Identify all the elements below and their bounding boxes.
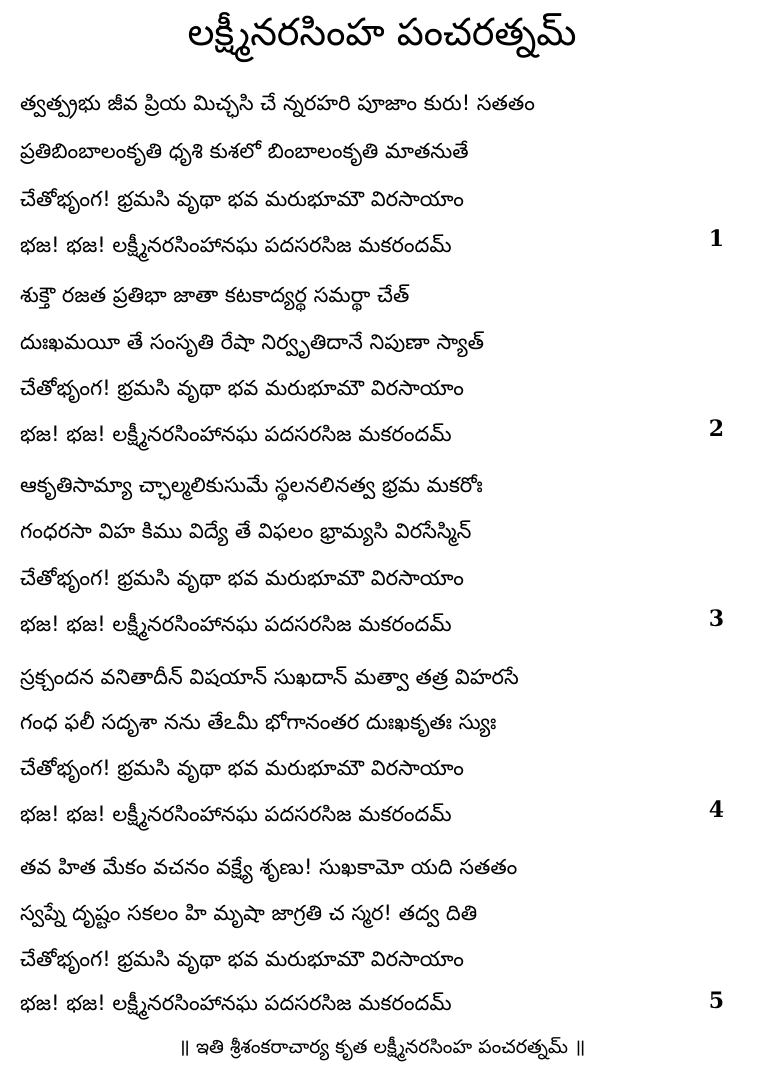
- verse-5-line-4: భజ! భజ! లక్ష్మీనరసింహానఘ పదసరసిజ మకరందమ్: [20, 991, 452, 1015]
- verse-2-line-1: శుక్తౌ రజత ప్రతిభా జాతా కటకాద్యర్థ సమర్థా చేత్: [20, 283, 410, 307]
- page-title: లక్ష్మీనరసింహ పంచరత్నమ్: [187, 10, 577, 54]
- verse-4-line-3: చేతోభృంగ! భ్రమసి వృథా భవ మరుభూమౌ విరసాయాం: [20, 756, 464, 780]
- verse-2-line-4: భజ! భజ! లక్ష్మీనరసింహానఘ పదసరసిజ మకరందమ్: [20, 422, 452, 446]
- verse-3-line-2: గంధరసా విహ కిము విద్యే తే విఫలం భ్రామ్యసి విరసేస్మిన్: [20, 519, 472, 543]
- verse-1-line-4: భజ! భజ! లక్ష్మీనరసింహానఘ పదసరసిజ మకరందమ్: [20, 233, 452, 257]
- verse-2-line-2: దుఃఖమయీ తే సంసృతి రేషా నిర్వృతిదానే నిపుణా స్యాత్: [20, 330, 484, 354]
- verse-3-line-1: ఆకృతిసామ్యా చ్ఛాల్మలికుసుమే స్థలనలినత్వ భ్రమ మకరోః: [20, 473, 483, 497]
- verse-4-line-2: గంధ ఫలీ సదృశా నను తేఽమీ భోగానంతర దుఃఖకృతః స్యుః: [20, 710, 497, 734]
- verse-1-line-1: త్వత్ప్రభు జీవ ప్రియ మిచ్ఛసి చే న్నరహరి పూజాం కురు! సతతం: [20, 91, 535, 115]
- verse-4-number: 4: [708, 797, 724, 823]
- verse-3-line-3: చేతోభృంగ! భ్రమసి వృథా భవ మరుభూమౌ విరసాయాం: [20, 566, 464, 590]
- verse-1-line-2: ప్రతిబింబాలంకృతి ధృశి కుశలో బింబాలంకృతి మాతనుతే: [20, 139, 469, 163]
- verse-5-line-2: స్వప్నే దృష్టం సకలం హి మృషా జాగ్రతి చ స్మర! తద్వ దితి: [20, 901, 478, 925]
- verse-4-line-1: స్రక్చందన వనితాదీన్ విషయాన్ సుఖదాన్ మత్వా తత్ర విహరసే: [20, 665, 519, 689]
- verse-2-number: 2: [708, 416, 724, 442]
- verse-3-number: 3: [708, 606, 724, 632]
- verse-5-line-1: తవ హిత మేకం వచనం వక్ష్యే శృణు! సుఖకామో యది సతతం: [20, 855, 518, 879]
- verse-3-line-4: భజ! భజ! లక్ష్మీనరసింహానఘ పదసరసిజ మకరందమ్: [20, 612, 452, 636]
- verse-2-line-3: చేతోభృంగ! భ్రమసి వృథా భవ మరుభూమౌ విరసాయాం: [20, 376, 464, 400]
- verse-1-number: 1: [708, 226, 724, 252]
- colophon: ॥ ఇతి శ్రీశంకరాచార్య కృత లక్ష్మీనరసింహ పంచరత్నమ్ ॥: [178, 1036, 586, 1058]
- verse-5-line-3: చేతోభృంగ! భ్రమసి వృథా భవ మరుభూమౌ విరసాయాం: [20, 947, 464, 971]
- verse-4-line-4: భజ! భజ! లక్ష్మీనరసింహానఘ పదసరసిజ మకరందమ్: [20, 802, 452, 826]
- verse-5-number: 5: [708, 988, 724, 1014]
- verse-1-line-3: చేతోభృంగ! భ్రమసి వృథా భవ మరుభూమౌ విరసాయాం: [20, 187, 464, 211]
